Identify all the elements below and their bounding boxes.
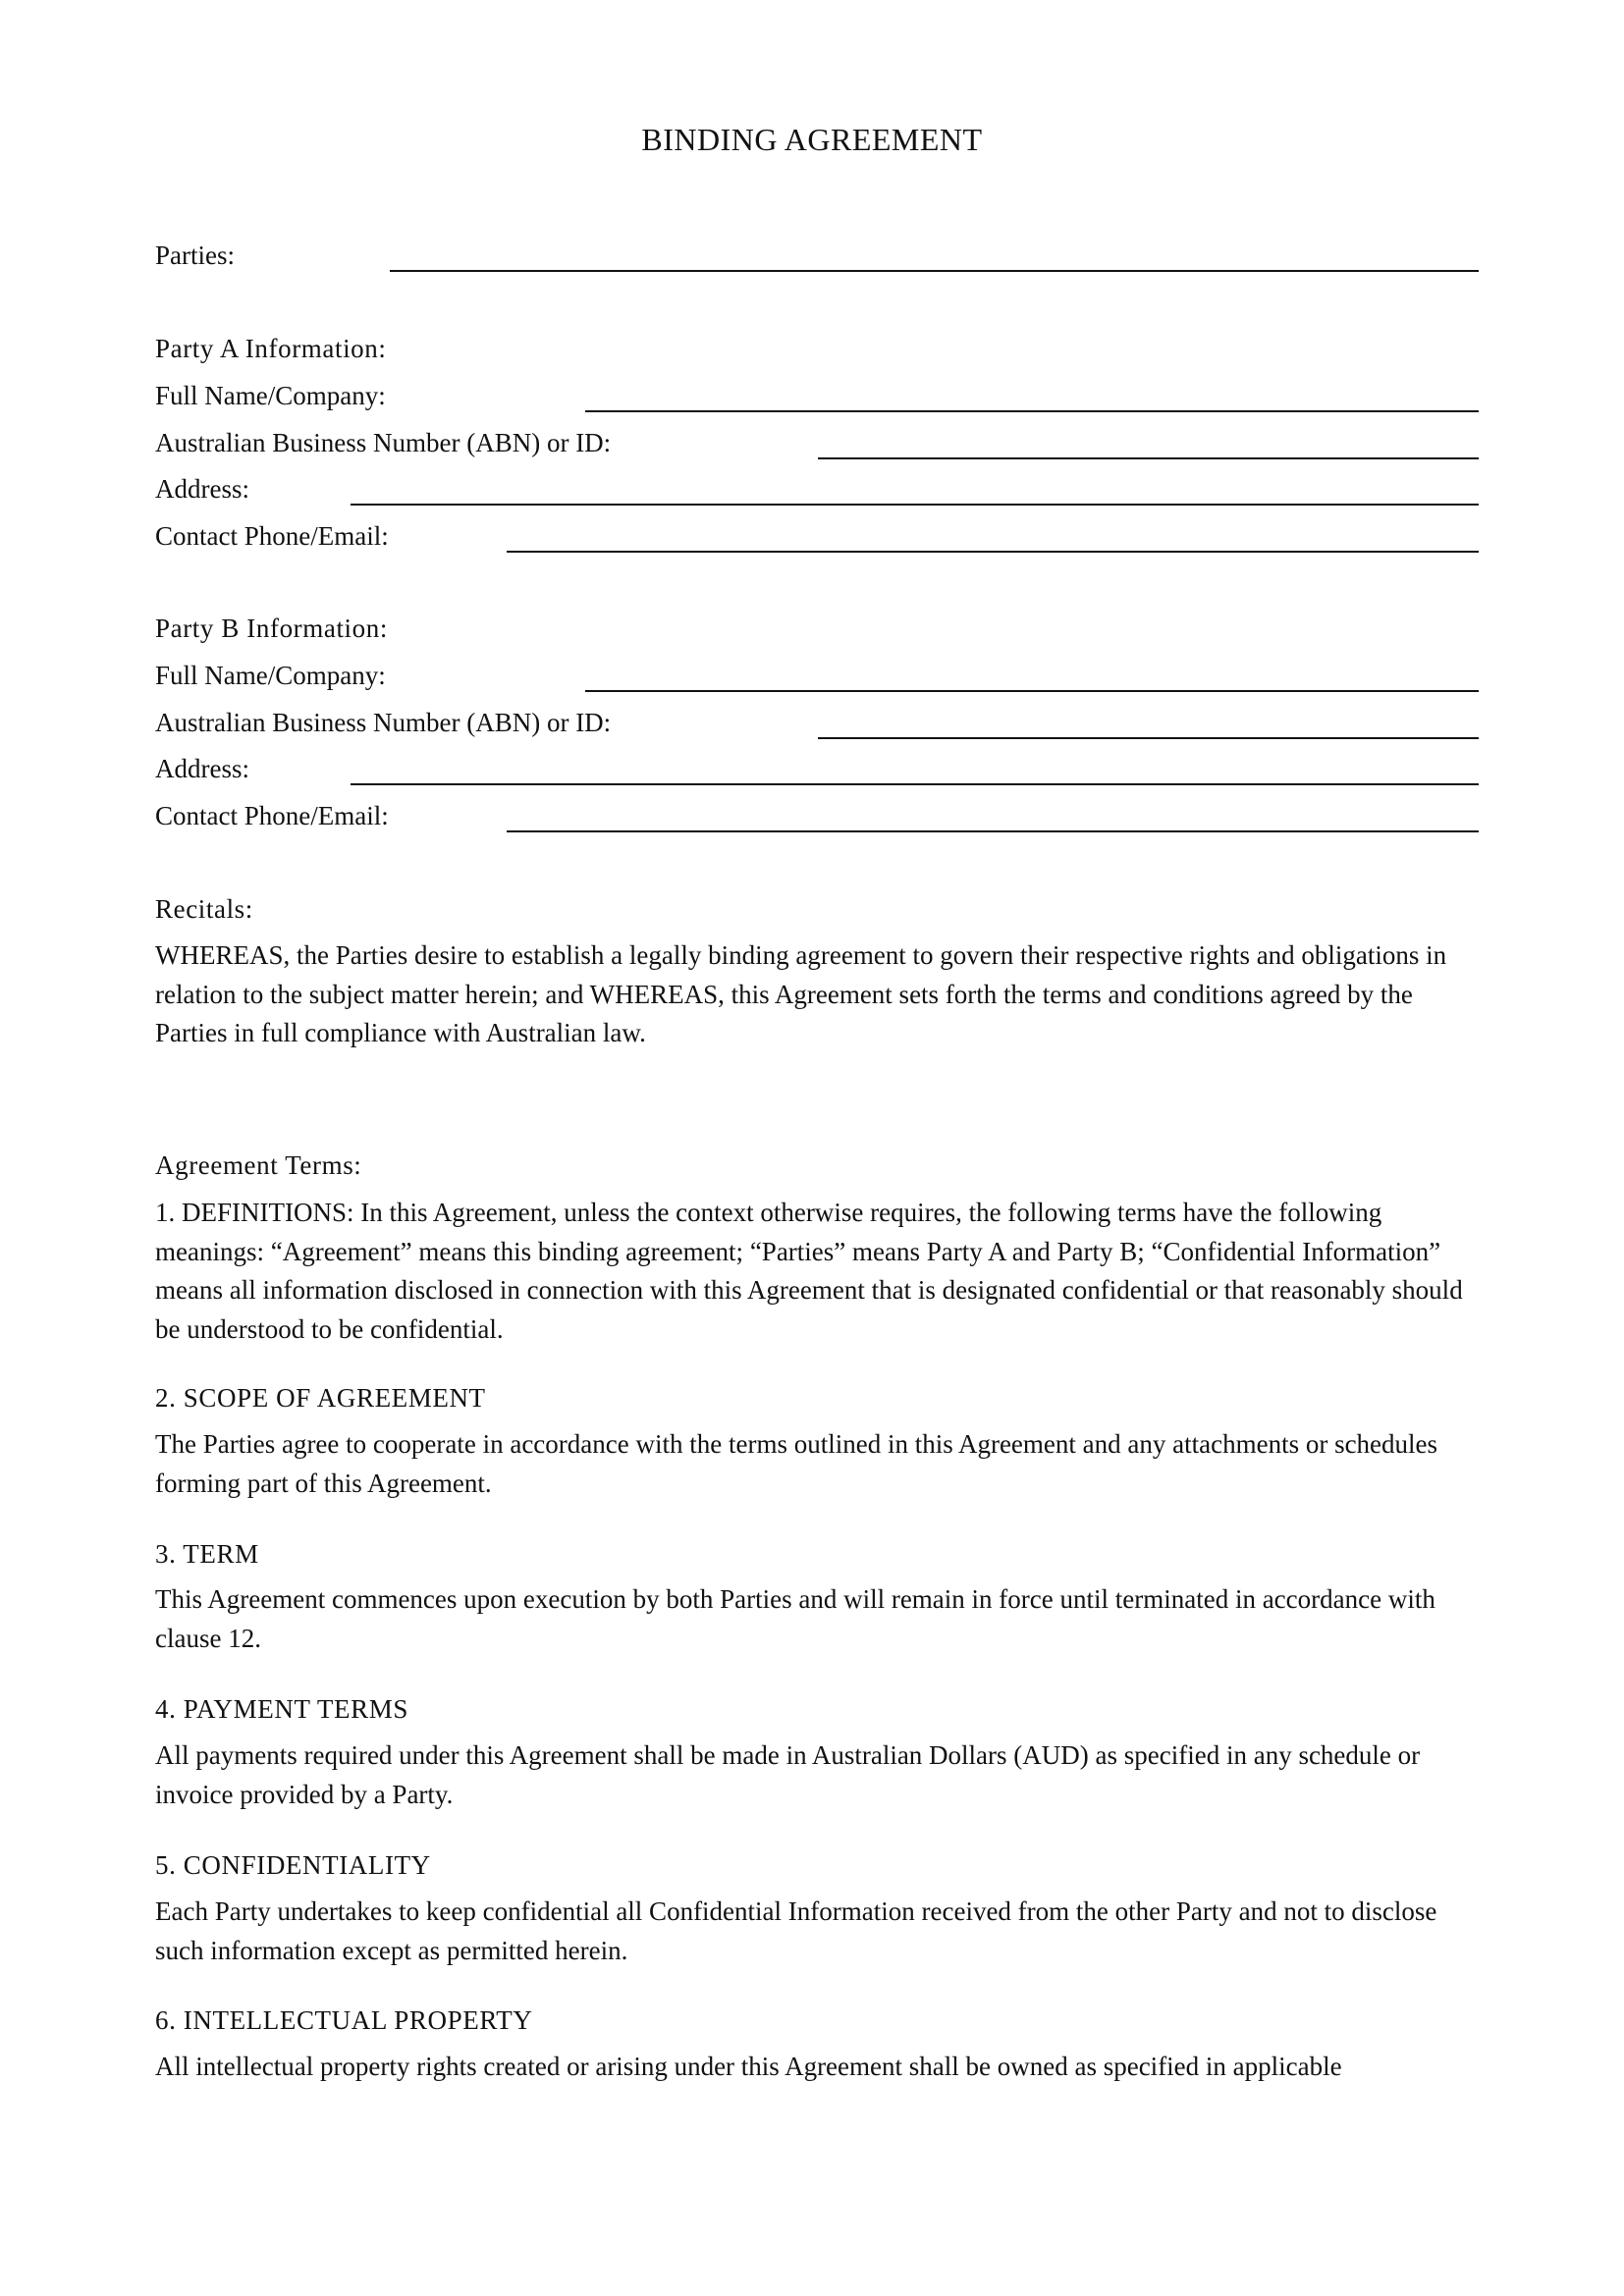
clause-5-heading: 5. CONFIDENTIALITY xyxy=(155,1850,431,1880)
parties-label: Parties: xyxy=(155,240,235,270)
party-b-address-label: Address: xyxy=(155,754,249,783)
recitals-heading: Recitals: xyxy=(155,894,253,924)
agreement-terms-heading: Agreement Terms: xyxy=(155,1150,362,1180)
clause-4-heading: 4. PAYMENT TERMS xyxy=(155,1694,408,1724)
clause-6-heading: 6. INTELLECTUAL PROPERTY xyxy=(155,2005,533,2035)
party-a-name-label: Full Name/Company: xyxy=(155,381,386,410)
party-b-abn-field-line[interactable] xyxy=(818,737,1479,739)
party-a-name-field-line[interactable] xyxy=(585,410,1479,412)
clause-2-heading: 2. SCOPE OF AGREEMENT xyxy=(155,1383,486,1413)
party-b-contact-field-line[interactable] xyxy=(507,830,1479,832)
clause-5-text: Each Party undertakes to keep confidential all Confidential Information received from the other Party and not to disclose such information except as permitted herein. xyxy=(155,1896,1437,1965)
parties-field-line[interactable] xyxy=(390,270,1479,272)
clause-3-heading: 3. TERM xyxy=(155,1539,259,1569)
party-a-contact-label: Contact Phone/Email: xyxy=(155,521,389,551)
recitals-text: WHEREAS, the Parties desire to establish a legally binding agreement to govern their respective rights and obligations in relation to the subject matter herein; and WHEREAS, this Agreement sets forth the terms and conditions agreed by the Parties in full compliance with Australian law. xyxy=(155,940,1447,1047)
party-a-contact-field-line[interactable] xyxy=(507,551,1479,553)
party-a-heading: Party A Information: xyxy=(155,334,387,363)
party-b-heading: Party B Information: xyxy=(155,614,388,643)
clause-4-text: All payments required under this Agreement shall be made in Australian Dollars (AUD) as specified in any schedule or invoice provided by a Party. xyxy=(155,1740,1421,1809)
party-a-address-label: Address: xyxy=(155,474,249,504)
party-b-contact-label: Contact Phone/Email: xyxy=(155,801,389,830)
party-b-name-field-line[interactable] xyxy=(585,690,1479,692)
party-a-address-field-line[interactable] xyxy=(351,504,1479,506)
document-title: BINDING AGREEMENT xyxy=(641,122,983,157)
party-a-abn-label: Australian Business Number (ABN) or ID: xyxy=(155,428,612,457)
party-b-name-label: Full Name/Company: xyxy=(155,661,386,690)
party-b-abn-label: Australian Business Number (ABN) or ID: xyxy=(155,708,612,737)
clause-1-definitions-text: 1. DEFINITIONS: In this Agreement, unless the context otherwise requires, the following terms have the following meanings: “Agreement” means this binding agreement; “Parties” means Party A and Party B; “Confidential Information” means all information disclosed in connection with this Agreement that is designated confidential or that reasonably should be understood to be confidential. xyxy=(155,1198,1463,1344)
clause-6-text: All intellectual property rights created or arising under this Agreement shall be owned as specified in applicable xyxy=(155,2052,1342,2081)
clause-2-text: The Parties agree to cooperate in accordance with the terms outlined in this Agreement and any attachments or schedules forming part of this Agreement. xyxy=(155,1429,1438,1498)
party-b-address-field-line[interactable] xyxy=(351,783,1479,785)
clause-3-text: This Agreement commences upon execution by both Parties and will remain in force until terminated in accordance with clause 12. xyxy=(155,1584,1435,1653)
party-a-abn-field-line[interactable] xyxy=(818,457,1479,459)
